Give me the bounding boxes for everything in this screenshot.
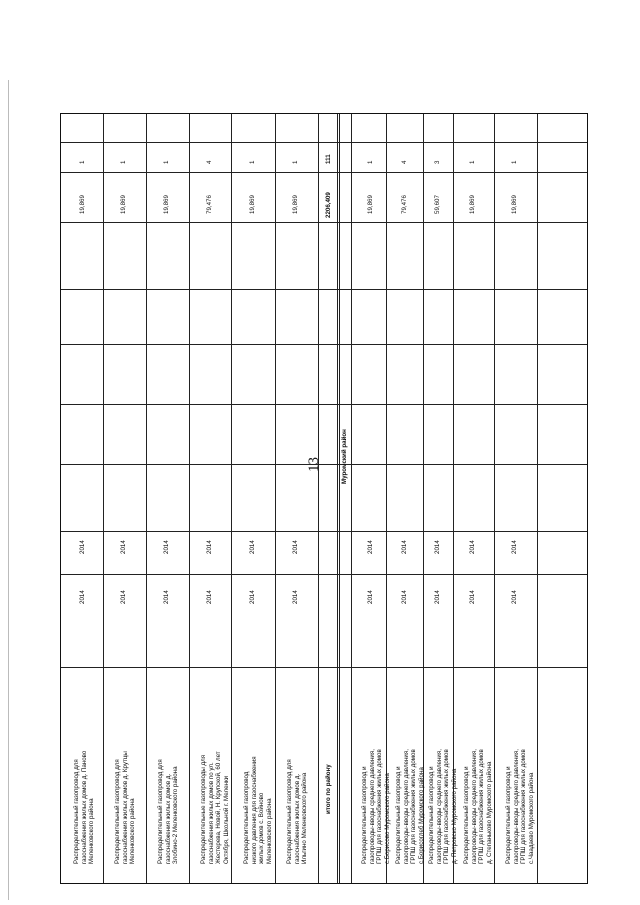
row-count: 1 — [511, 160, 518, 164]
row-year-start: 2014 — [511, 590, 518, 604]
row-year-end: 2014 — [249, 540, 256, 554]
column-divider — [61, 574, 587, 575]
total-label: итого по району — [325, 764, 332, 814]
column-divider — [61, 344, 587, 345]
row-year-start: 2014 — [401, 590, 408, 604]
column-divider — [61, 531, 587, 532]
row-value: 19,869 — [120, 195, 127, 214]
column-divider — [61, 464, 587, 465]
row-divider — [146, 114, 147, 883]
row-description: Распределительный газопровод и газопроводы-вводы среднего давления, ГРПШ для газоснабжения жилых домов с.Чаадаево Муромского района — [505, 749, 535, 864]
total-value: 2206,409 — [325, 192, 332, 218]
row-divider — [275, 114, 276, 883]
data-table — [60, 113, 588, 884]
row-year-start: 2014 — [469, 590, 476, 604]
row-description: Распределительный газопровод для газоснабжения жилых домов д. Ильгино Меленковского района — [286, 759, 309, 864]
row-year-end: 2014 — [206, 540, 213, 554]
row-count: 1 — [79, 160, 86, 164]
row-description: Распределительные газопроводы для газоснабжения жилых домов по ул. Жестерева, Новой, Н. Крупской, 60 лет Октября, Школьной г. Меленки — [200, 751, 230, 864]
row-description: Распределительный газопровод и газопроводы-вводы среднего давления, ГРПШ для газоснабжения жилых домов с.Борисоглеб Муромского района — [395, 749, 425, 864]
column-divider — [61, 172, 587, 173]
scan-edge — [8, 80, 9, 900]
row-year-end: 2014 — [434, 540, 441, 554]
column-divider — [61, 142, 587, 143]
row-value: 19,869 — [511, 195, 518, 214]
row-year-start: 2014 — [434, 590, 441, 604]
row-year-start: 2014 — [367, 590, 374, 604]
row-year-start: 2014 — [120, 590, 127, 604]
row-count: 1 — [367, 160, 374, 164]
row-count: 1 — [292, 160, 299, 164]
row-divider — [103, 114, 104, 883]
row-year-start: 2014 — [79, 590, 86, 604]
row-value: 59,607 — [434, 195, 441, 214]
row-count: 1 — [469, 160, 476, 164]
row-divider — [189, 114, 190, 883]
row-value: 79,476 — [401, 195, 408, 214]
row-count: 1 — [120, 160, 127, 164]
column-divider — [61, 667, 587, 668]
row-value: 19,869 — [163, 195, 170, 214]
row-divider — [318, 114, 319, 883]
row-value: 19,869 — [79, 195, 86, 214]
row-value: 19,869 — [367, 195, 374, 214]
row-count: 4 — [401, 160, 408, 164]
row-count: 4 — [206, 160, 213, 164]
row-year-start: 2014 — [249, 590, 256, 604]
row-divider — [231, 114, 232, 883]
row-value: 19,869 — [469, 195, 476, 214]
row-description: Распределительный газопровод для газоснабжения жилых домов д. Крутцы Меленковского района — [114, 751, 137, 864]
page-number: 13 — [306, 457, 322, 472]
row-description: Распределительный газопровод низкого давления для газоснабжения жилых домов с. Войново Меленковского района — [243, 756, 273, 864]
row-value: 19,869 — [249, 195, 256, 214]
row-year-end: 2014 — [367, 540, 374, 554]
row-description: Распределительный газопровод и газопроводы-вводы среднего давления, ГРПШ для газоснабжения жилых домов д. Степаньково Муромского района — [463, 749, 493, 864]
row-year-end: 2014 — [79, 540, 86, 554]
row-divider — [351, 114, 352, 883]
row-year-end: 2014 — [292, 540, 299, 554]
total-count: 111 — [325, 154, 332, 164]
row-year-start: 2014 — [206, 590, 213, 604]
row-description: Распределительный газопровод для газоснабжения жилых домов д. Злобино-2 Меленковского района — [157, 759, 180, 864]
row-year-end: 2014 — [163, 540, 170, 554]
row-description: Распределительный газопровод для газоснабжения жилых домов д. Паново Меленковского района — [73, 750, 96, 864]
row-count: 1 — [163, 160, 170, 164]
column-divider — [61, 289, 587, 290]
row-divider — [537, 114, 538, 883]
row-count: 3 — [434, 160, 441, 164]
section-title: Муромский район — [341, 429, 348, 484]
row-year-start: 2014 — [163, 590, 170, 604]
row-year-start: 2014 — [292, 590, 299, 604]
row-divider — [337, 114, 340, 883]
row-year-end: 2014 — [120, 540, 127, 554]
row-year-end: 2014 — [401, 540, 408, 554]
row-year-end: 2014 — [511, 540, 518, 554]
row-description: Распределительный газопровод и газопроводы-вводы среднего давления, ГРПШ для газоснабжения жилых домов д. Петровско Муромского района — [428, 749, 458, 864]
column-divider — [61, 222, 587, 223]
row-value: 79,476 — [206, 195, 213, 214]
row-divider — [494, 114, 495, 883]
row-count: 1 — [249, 160, 256, 164]
row-year-end: 2014 — [469, 540, 476, 554]
row-value: 19,869 — [292, 195, 299, 214]
column-divider — [61, 404, 587, 405]
row-description: Распределительный газопровод и газопроводы-вводы среднего давления, ГРПШ для газоснабжения жилых домов с.Борисово Муромского района — [361, 749, 391, 864]
